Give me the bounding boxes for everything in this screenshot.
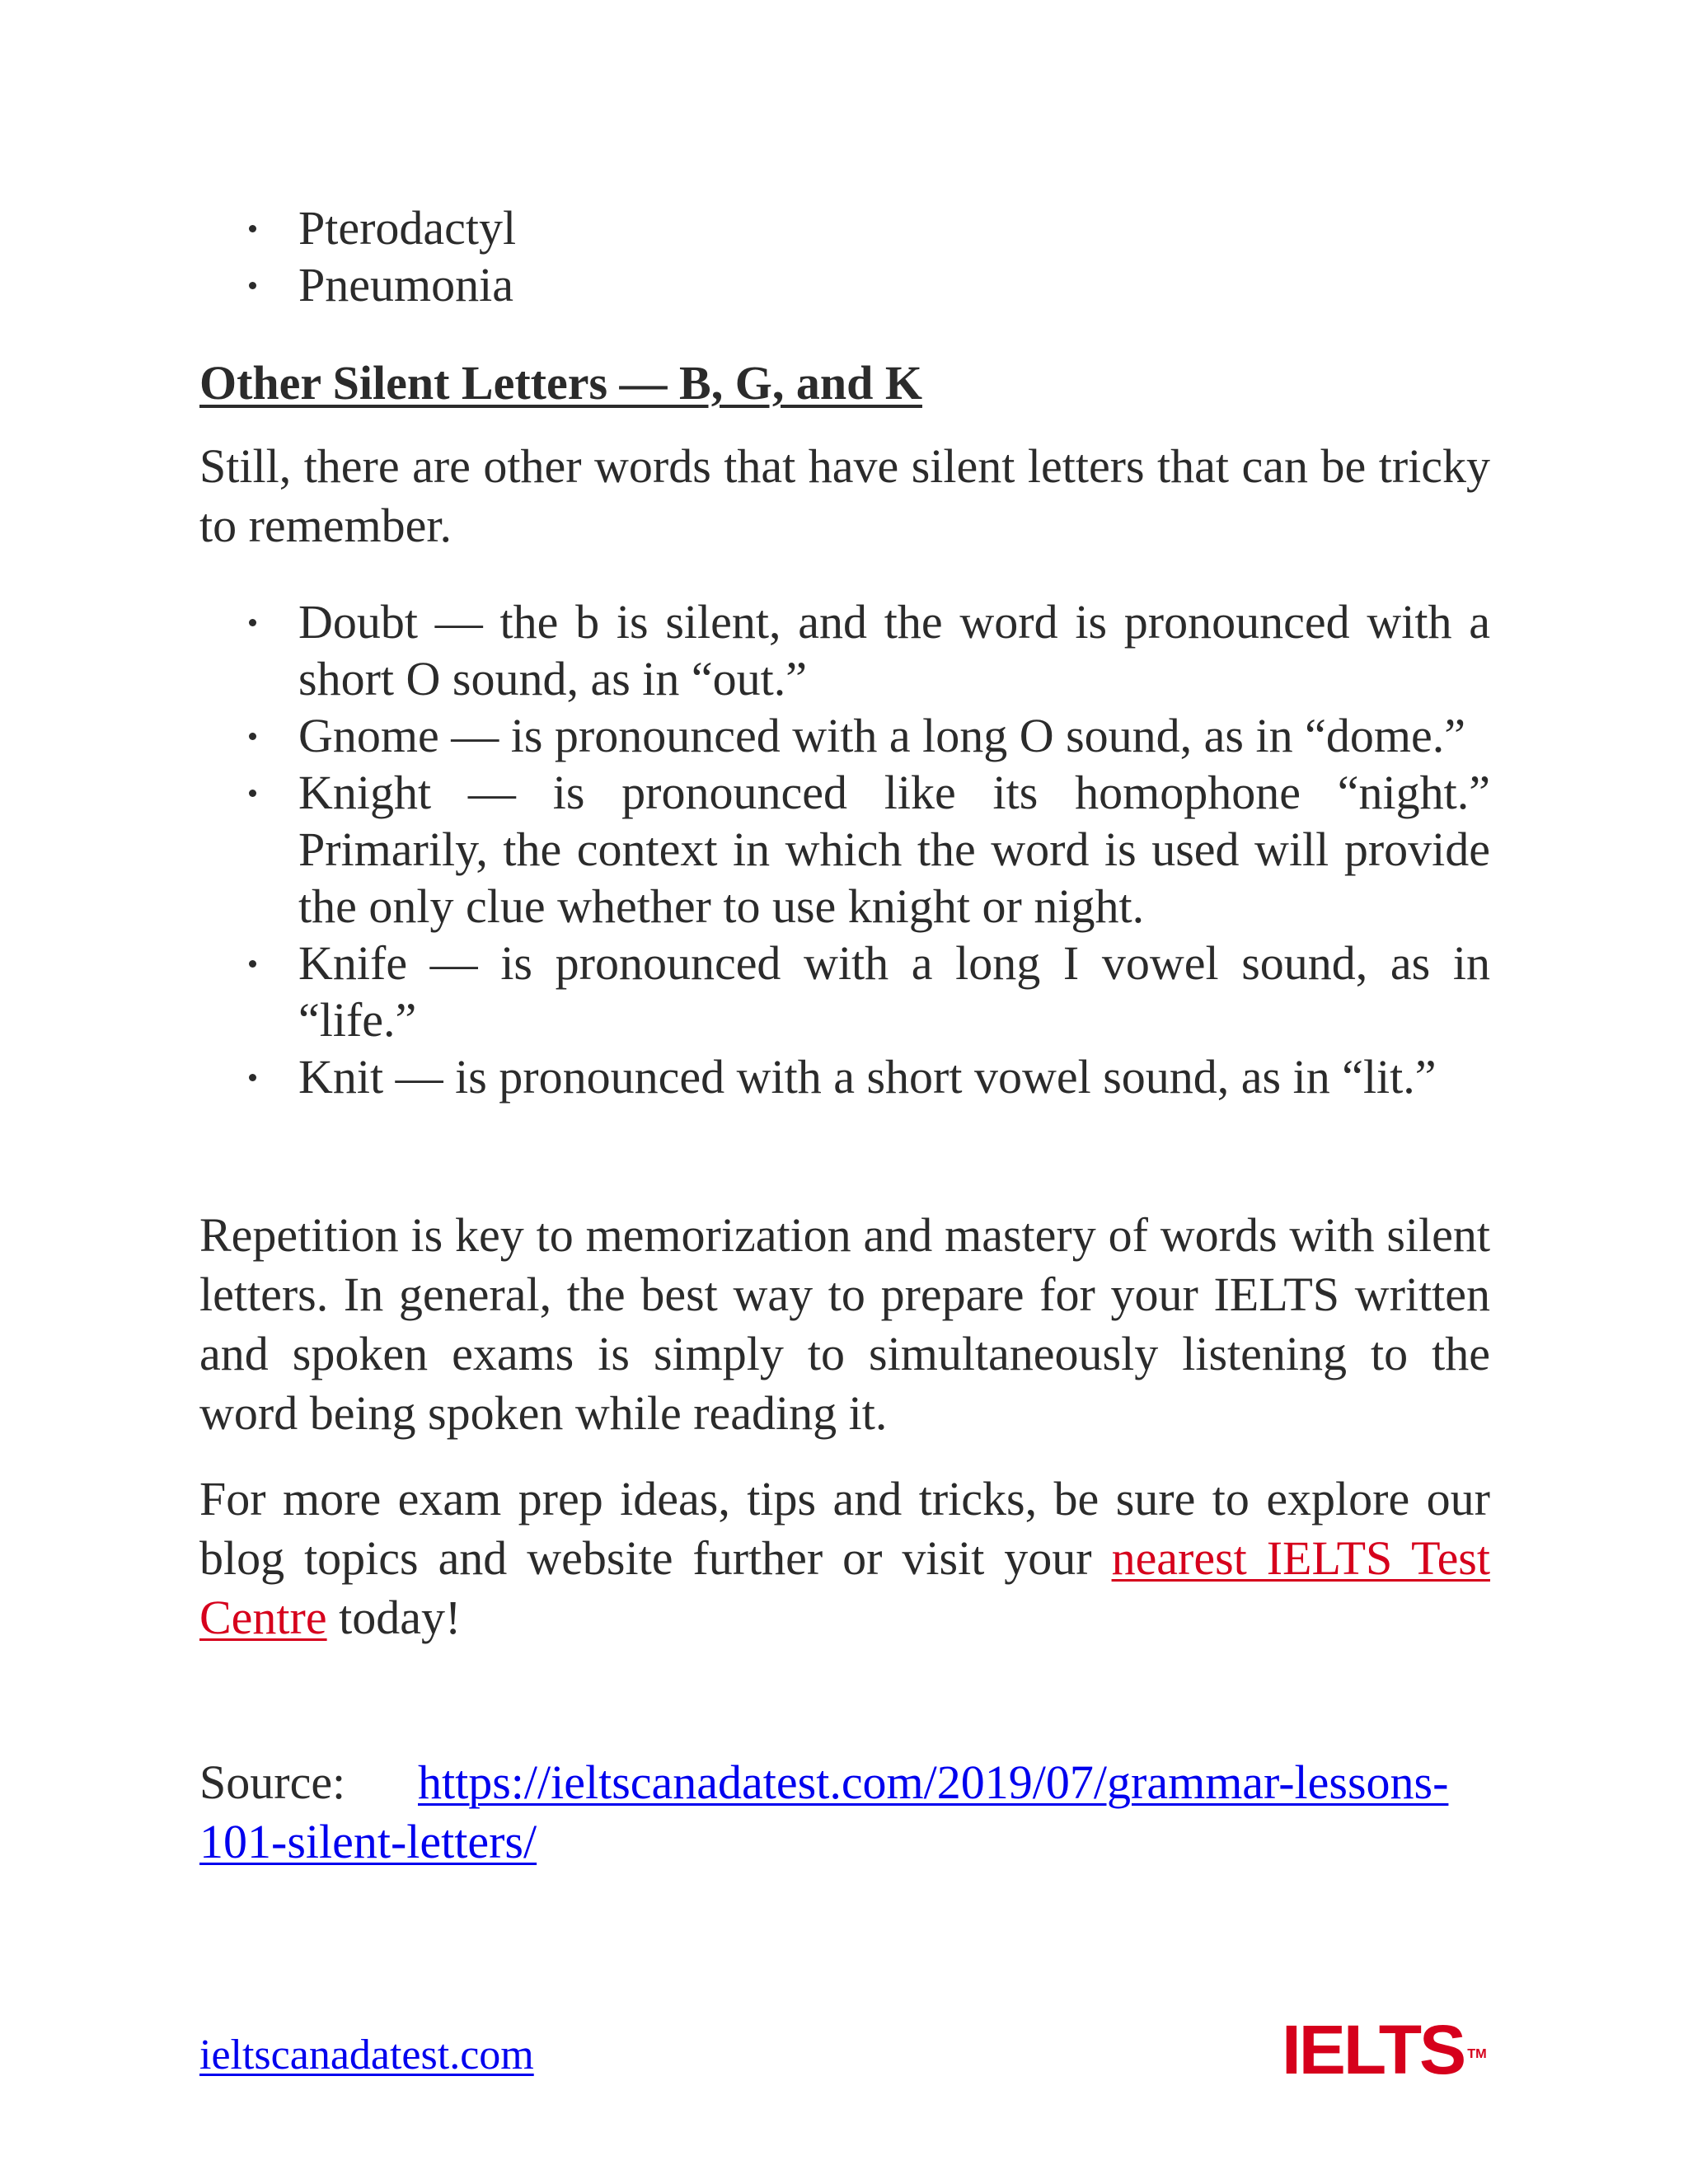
explore-text: For more exam prep ideas, tips and tricks, be sure to explore our blog topics and website further or visit your [199, 1472, 1490, 1585]
bullet-icon [249, 619, 256, 626]
list-item-text: Pneumonia [298, 258, 513, 312]
intro-paragraph: Still, there are other words that have silent letters that can be tricky to remember. [199, 439, 1490, 552]
logo-text: IELTS [1282, 2011, 1465, 2088]
repetition-paragraph: Repetition is key to memorization and mastery of words with silent letters. In general, the best way to prepare for your IELTS written and spoken exams is simply to simultaneously listening to the word being spoken while reading it. [199, 1208, 1490, 1440]
list-item-text: Doubt — the b is silent, and the word is pronounced with a short O sound, as in “out.” [298, 595, 1490, 705]
bullet-icon [249, 282, 256, 289]
trademark-mark: TM [1467, 2047, 1487, 2061]
bullet-icon [249, 960, 256, 968]
list-item [199, 256, 1490, 313]
list-item [199, 199, 1490, 256]
section-heading: Other Silent Letters — B, G, and K [199, 356, 922, 410]
list-item-text: Gnome — is pronounced with a long O sound, as in “dome.” [298, 709, 1465, 762]
list-item [199, 707, 1490, 764]
bullet-icon [249, 1074, 256, 1081]
list-item-text: Pterodactyl [298, 201, 517, 255]
bullet-icon [249, 733, 256, 740]
footer-site-link[interactable]: ieltscanadatest.com [199, 2032, 534, 2079]
list-item [199, 1048, 1490, 1105]
explore-paragraph [199, 1469, 1490, 1647]
list-item [199, 593, 1490, 707]
source-paragraph [199, 1753, 1490, 1872]
source-link[interactable]: https://ieltscanadatest.com/2019/07/grammar-lessons-101-silent-letters/ [199, 1755, 1449, 1868]
explore-text-end: today! [326, 1591, 462, 1644]
ielts-logo [1282, 2011, 1487, 2088]
list-item-text: Knit — is pronounced with a short vowel sound, as in “lit.” [298, 1050, 1437, 1104]
silent-words-list [199, 593, 1490, 1105]
source-label: Source: [199, 1755, 346, 1809]
list-item-text: Knight — is pronounced like its homophone “night.” Primarily, the context in which the word is used will provide the only clue whether to use knight or night. [298, 766, 1490, 933]
bullet-icon [249, 225, 256, 232]
test-centre-link[interactable]: nearest IELTS Test Centre [199, 1531, 1490, 1644]
bullet-icon [249, 790, 256, 797]
list-item [199, 935, 1490, 1048]
list-item [199, 764, 1490, 935]
top-word-list [199, 199, 1490, 313]
list-item-text: Knife — is pronounced with a long I vowel sound, as in “life.” [298, 936, 1490, 1047]
